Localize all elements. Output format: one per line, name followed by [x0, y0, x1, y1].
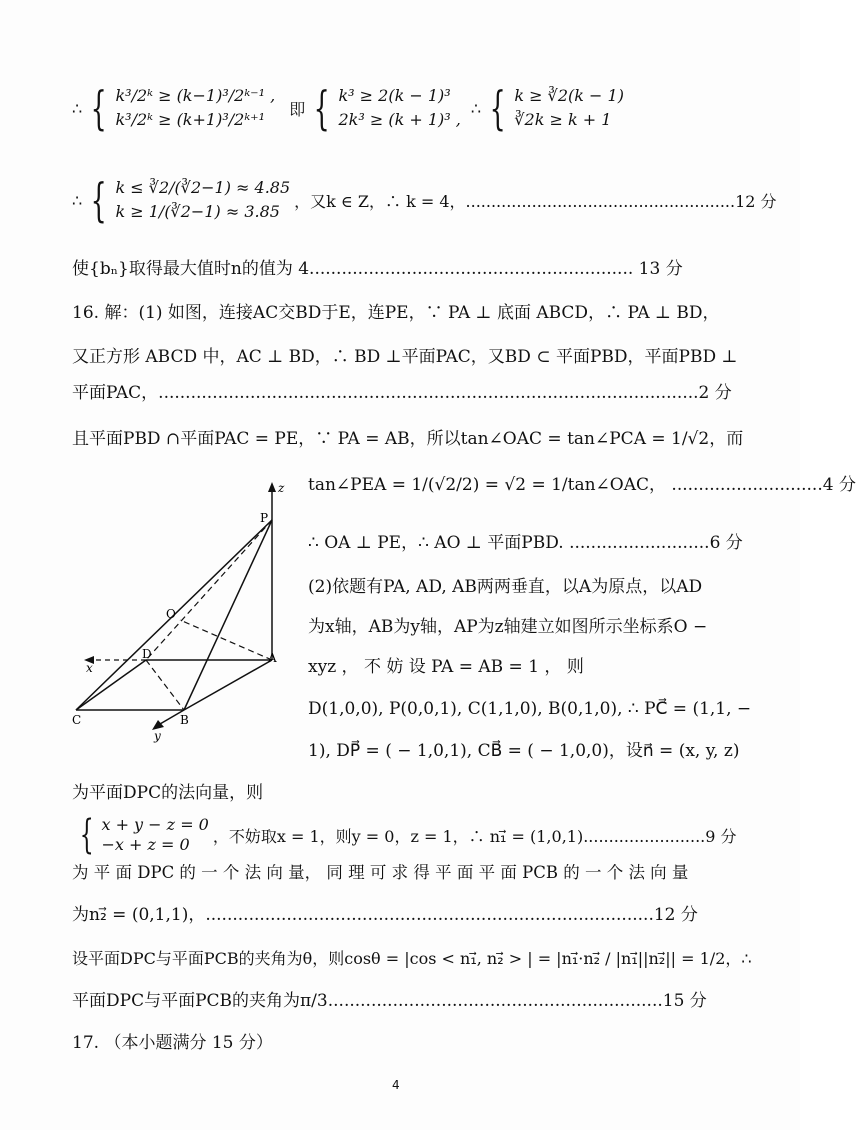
- k-range-row: [72, 173, 777, 227]
- problem-16-heading: 16. 解：(1) 如图，连接AC交BD于E，连PE，∵ PA ⊥ 底面 ABCD，∴ PA ⊥ BD，: [72, 303, 720, 323]
- inequality-system-row: [72, 81, 624, 135]
- left-brace: {: [313, 81, 330, 135]
- edge-PD: [146, 520, 272, 660]
- label-C: C: [72, 713, 82, 727]
- text-line: D(1,0,0), P(0,0,1), C(1,1,0), B(0,1,0), ∴ PC⃗ = (1,1, −: [308, 699, 752, 719]
- text-line: 使{bₙ}取得最大值时n的值为 4............................................................ 13 分: [72, 259, 683, 279]
- system-1-bottom: k³/2ᵏ ≥ (k+1)³/2ᵏ⁺¹: [115, 110, 266, 129]
- text-line: ∴ OA ⊥ PE，∴ AO ⊥ 平面PBD. ..........................6 分: [308, 533, 743, 553]
- text-line: 设平面DPC与平面PCB的夹角为θ，则cosθ = |cos < n₁⃗, n₂⃗ > | = |n₁⃗·n₂⃗ / |n₁⃗||n₂⃗|| = 1/2，∴: [72, 949, 752, 968]
- text-line: 为平面DPC的法向量，则: [72, 783, 264, 803]
- k-range-system: [115, 176, 290, 224]
- normal-vector-system-row: [72, 812, 737, 858]
- k-lower-bound: k ≥ 1/(∛2−1) ≈ 3.85: [115, 202, 280, 221]
- label-B: B: [180, 713, 189, 727]
- text-line: tan∠PEA = 1/(√2/2) = √2 = 1/tan∠OAC， ............................4 分: [308, 475, 856, 495]
- diagonal-BD: [146, 660, 184, 710]
- system-2-top: k³ ≥ 2(k − 1)³: [338, 86, 451, 105]
- label-P: P: [260, 511, 269, 525]
- label-z: z: [278, 481, 285, 495]
- segment-AO: [180, 620, 272, 660]
- system-1-top: k³/2ᵏ ≥ (k−1)³/2ᵏ⁻¹ ,: [115, 86, 276, 105]
- edge-PB: [184, 520, 272, 710]
- system-2: [338, 84, 460, 132]
- k-upper-bound: k ≤ ∛2/(∛2−1) ≈ 4.85: [115, 178, 291, 197]
- left-brace: {: [90, 81, 107, 135]
- left-brace: {: [90, 173, 107, 227]
- equation-1: x + y − z = 0: [101, 815, 209, 834]
- k-conclusion: ，又k ∈ Z，∴ k = 4，.....................................................12 分: [294, 191, 777, 211]
- therefore-symbol: ∴: [72, 190, 83, 210]
- left-brace: {: [489, 81, 506, 135]
- system-1: [115, 84, 275, 132]
- ji-word: 即: [289, 99, 306, 119]
- text-line: 又正方形 ABCD 中，AC ⊥ BD，∴ BD ⊥平面PAC，又BD ⊂ 平面PBD，平面PBD ⊥: [72, 347, 738, 367]
- equation-2: −x + z = 0: [101, 835, 190, 854]
- text-line: 1), DP⃗ = ( − 1,0,1), CB⃗ = ( − 1,0,0)，设n⃗ = (x, y, z): [308, 741, 740, 761]
- therefore-symbol: ∴: [470, 98, 482, 118]
- text-line: (2)依题有PA, AD, AB两两垂直，以A为原点，以AD: [308, 577, 703, 597]
- left-brace: {: [79, 812, 94, 858]
- z-arrow: [268, 482, 276, 492]
- text-line: 且平面PBD ∩平面PAC = PE，∵ PA = AB，所以tan∠OAC = tan∠PCA = 1/√2，而: [72, 429, 744, 449]
- equation-system: [101, 815, 208, 855]
- label-A: A: [268, 651, 277, 665]
- text-line: 平面PAC，....................................................................................................2 分: [72, 383, 732, 403]
- edge-BA: [184, 660, 272, 710]
- text-line: 平面DPC与平面PCB的夹角为π/3..............................................................15 分: [72, 991, 707, 1011]
- text-line: xyz ， 不 妨 设 PA = AB = 1 ， 则: [308, 657, 584, 677]
- system-3-top: k ≥ ∛2(k − 1): [514, 86, 624, 105]
- system-3: [514, 84, 624, 132]
- pyramid-figure: [72, 472, 302, 742]
- text-line: 为n₂⃗ = (0,1,1)，...................................................................................12 分: [72, 905, 698, 925]
- text-line: 为 平 面 DPC 的 一 个 法 向 量， 同 理 可 求 得 平 面 平 面 PCB 的 一 个 法 向 量: [72, 863, 689, 882]
- label-D: D: [142, 647, 152, 661]
- equation-solution: ，不妨取x = 1，则y = 0，z = 1，∴ n₁⃗ = (1,0,1)........................9 分: [212, 826, 737, 846]
- text-line: 为x轴，AB为y轴，AP为z轴建立如图所示坐标系O −: [308, 617, 708, 637]
- label-y: y: [154, 729, 161, 743]
- label-O: O: [166, 607, 176, 621]
- problem-17-heading: 17. （本小题满分 15 分）: [72, 1033, 273, 1053]
- system-2-bottom: 2k³ ≥ (k + 1)³ ,: [338, 110, 461, 129]
- system-3-bottom: ∛2k ≥ k + 1: [514, 110, 612, 129]
- label-x: x: [86, 661, 93, 675]
- therefore-symbol: ∴: [72, 98, 83, 118]
- page-number: 4: [392, 1078, 400, 1092]
